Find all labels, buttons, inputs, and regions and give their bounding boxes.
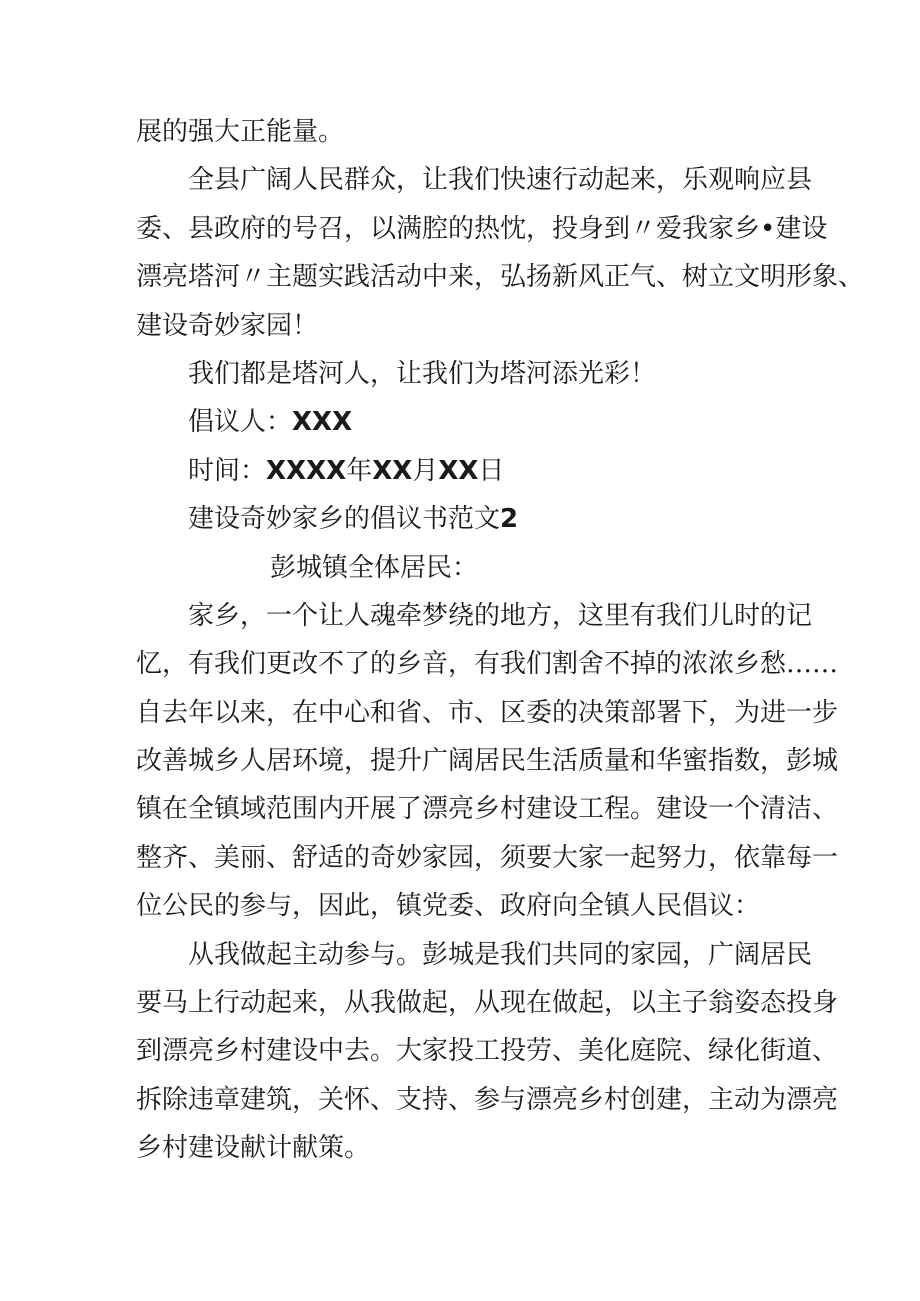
section-title-text: 建设奇妙家乡的倡议书范文 (188, 504, 501, 535)
date-year-unit: 年 (346, 455, 373, 486)
paragraph-line: 展的强大正能量。 (136, 117, 345, 147)
proposer-label: 倡议人： (188, 407, 293, 438)
paragraph-line: 镇在全镇域范围内开展了漂亮乡村建设工程。建设一个清洁、 (136, 794, 839, 825)
paragraph-line: 从我做起主动参与。彭城是我们共同的家园，广阔居民 (188, 939, 813, 970)
paragraph-line: 我们都是塔河人，让我们为塔河添光彩！ (188, 358, 657, 389)
paragraph-line: 全县广阔人民群众，让我们快速行动起来，乐观响应县 (188, 165, 813, 196)
proposer-line (136, 398, 796, 446)
date-line (136, 447, 796, 495)
paragraph-line: 委、县政府的号召，以满腔的热忱，投身到〃爱我家乡•建设 (136, 213, 828, 244)
paragraph-line: 乡村建设献计献策。 (136, 1133, 371, 1164)
date-year: XXXX (266, 455, 347, 486)
date-month-unit: 月 (412, 455, 439, 486)
paragraph-line: 到漂亮乡村建设中去。大家投工投劳、美化庭院、绿化街道、 (136, 1036, 839, 1067)
paragraph-line: 建设奇妙家园！ (136, 310, 319, 341)
date-day-unit: 日 (478, 455, 505, 486)
paragraph-line: 忆，有我们更改不了的乡音，有我们割舍不掉的浓浓乡愁…… (136, 649, 839, 680)
paragraph-line: 拆除违章建筑，关怀、支持、参与漂亮乡村创建，主动为漂亮 (136, 1084, 839, 1115)
proposer-value: XXX (292, 407, 353, 438)
salutation: 彭城镇全体居民： (270, 552, 479, 583)
paragraph-line: 改善城乡人居环境，提升广阔居民生活质量和华蜜指数，彭城 (136, 746, 839, 777)
section-title-number: 2 (500, 504, 519, 535)
paragraph-line: 要马上行动起来，从我做起，从现在做起，以主子翁姿态投身 (136, 988, 839, 1019)
paragraph-line: 位公民的参与，因此，镇党委、政府向全镇人民倡议： (136, 891, 761, 922)
paragraph-line: 漂亮塔河〃主题实践活动中来，弘扬新风正气、树立文明形象、 (136, 262, 865, 293)
section-title (136, 495, 796, 543)
paragraph-line: 自去年以来，在中心和省、市、区委的决策部署下，为进一步 (136, 697, 839, 728)
date-month: XX (372, 455, 413, 486)
date-day: XX (438, 455, 479, 486)
document-body (136, 108, 865, 1173)
paragraph-line: 整齐、美丽、舒适的奇妙家园，须要大家一起努力，依靠每一 (136, 842, 839, 873)
date-label: 时间： (188, 455, 267, 486)
paragraph-line: 家乡，一个让人魂牵梦绕的地方，这里有我们儿时的记 (188, 600, 813, 631)
